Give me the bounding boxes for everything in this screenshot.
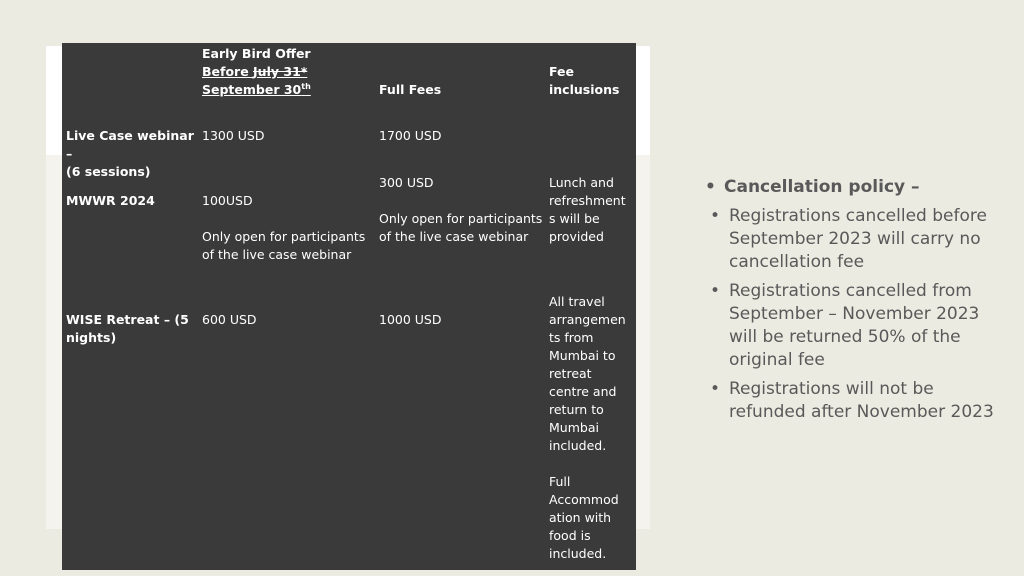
row-mwwr-early-value: 100USD [202, 193, 253, 208]
row-wise-inclusions-line: centre and [549, 384, 617, 399]
row-mwwr-full-value: 300 USD [379, 175, 434, 190]
row-mwwr-inclusions-line: s will be [549, 211, 600, 226]
row-wise-full: 1000 USD [379, 312, 442, 327]
row-mwwr-name: MWWR 2024 [66, 193, 155, 208]
row-wise-name-line2: nights) [66, 330, 117, 345]
header-early-bird-line2 [202, 63, 372, 81]
row-wise-inclusions-line: food is [549, 528, 591, 543]
row-wise-inclusions-line: included. [549, 438, 607, 453]
header-full-fees: Full Fees [379, 82, 442, 97]
row-wise-name-line1: WISE Retreat – (5 [66, 312, 189, 327]
row-mwwr-inclusions-line: Lunch and [549, 175, 614, 190]
row-wise-inclusions-line: Mumbai [549, 420, 599, 435]
row-wise-inclusions-line: Full [549, 474, 571, 489]
row-wise-inclusions-line: arrangemen [549, 312, 626, 327]
row-mwwr-inclusions-line: provided [549, 229, 604, 244]
header-fee-inclusions [549, 63, 634, 99]
row-wise-inclusions-spacer [549, 455, 634, 473]
header-fee-inclusions-line1: Fee [549, 64, 574, 79]
row-wise-inclusions-line: Mumbai to [549, 348, 616, 363]
row-live-case-name [66, 127, 201, 181]
row-mwwr-full-note-line1: Only open for participants [379, 211, 543, 226]
row-live-case-full: 1700 USD [379, 128, 442, 143]
fees-table [62, 43, 636, 570]
row-live-case-name-line2: (6 sessions) [66, 164, 151, 179]
row-wise-inclusions [549, 293, 634, 563]
header-early-bird-line3 [202, 81, 372, 99]
header-early-bird-date: September 30 [202, 82, 302, 97]
row-wise-inclusions-line: return to [549, 402, 604, 417]
cancellation-policy [700, 175, 1000, 424]
row-mwwr-full-note-line2: of the live case webinar [379, 229, 529, 244]
header-early-bird-struck: July 31* [253, 64, 308, 79]
row-live-case-early: 1300 USD [202, 128, 265, 143]
cancellation-item: • Registrations cancelled before September 2023 will carry no cancellation fee [700, 205, 1000, 274]
row-mwwr-inclusions [549, 174, 634, 246]
header-early-bird-line1: Early Bird Offer [202, 46, 311, 61]
row-mwwr-early-note-line2: of the live case webinar [202, 247, 352, 262]
row-mwwr-early [202, 192, 377, 264]
row-wise-inclusions-line: Accommod [549, 492, 619, 507]
row-wise-inclusions-line: included. [549, 546, 607, 561]
row-wise-inclusions-line: All travel [549, 294, 605, 309]
row-wise-early: 600 USD [202, 312, 257, 327]
cancellation-item: • Registrations cancelled from September – November 2023 will be returned 50% of the original fee [700, 280, 1000, 372]
row-live-case-name-line1: Live Case webinar – [66, 128, 194, 161]
header-early-bird [202, 45, 372, 99]
row-wise-inclusions-line: ts from [549, 330, 594, 345]
cancellation-title: • Cancellation policy – [700, 175, 1000, 199]
row-mwwr-early-note-line1: Only open for participants [202, 229, 366, 244]
row-mwwr-inclusions-line: refreshment [549, 193, 626, 208]
row-mwwr-full [379, 174, 549, 246]
header-fee-inclusions-line2: inclusions [549, 82, 620, 97]
row-wise-inclusions-line: retreat [549, 366, 592, 381]
row-wise-name [66, 311, 201, 347]
header-early-bird-sup: th [301, 81, 311, 91]
header-early-bird-before: Before [202, 64, 254, 79]
cancellation-item: • Registrations will not be refunded after November 2023 [700, 378, 1000, 424]
row-wise-inclusions-line: ation with [549, 510, 612, 525]
